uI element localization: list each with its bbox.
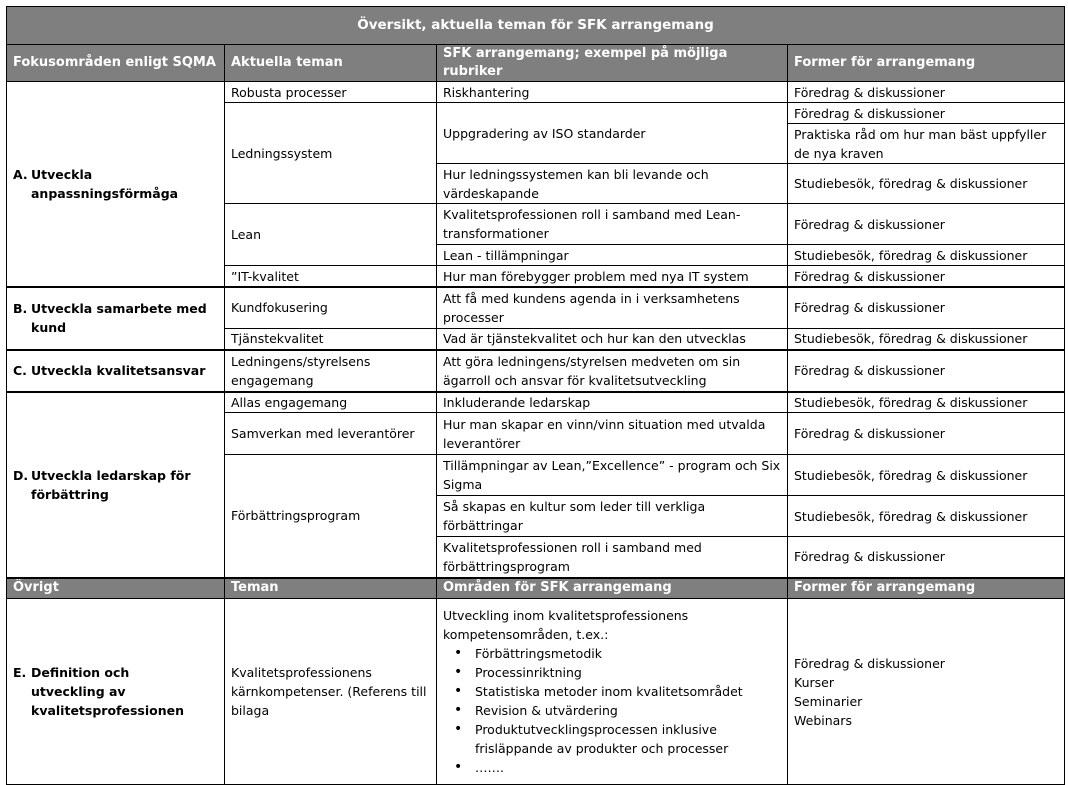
overview-table: [6, 6, 1065, 785]
form-line: Kurser: [794, 674, 834, 690]
form-cell: Föredrag & diskussioner: [788, 103, 1065, 124]
theme-text: Kvalitetsprofessionens kärnkompetenser. (Referens till bilaga: [231, 665, 427, 718]
arrangement-cell: Inkluderande ledarskap: [437, 392, 788, 413]
form-cell: Föredrag & diskussioner: [788, 204, 1065, 245]
focus-letter: C.: [13, 363, 27, 378]
list-item: • Revision & utvärdering: [475, 701, 781, 720]
theme-cell: ”IT-kvalitet: [225, 266, 437, 287]
form-cell: Studiebesök, föredrag & diskussioner: [788, 329, 1065, 350]
focus-label: Utveckla kvalitetsansvar: [31, 363, 206, 378]
form-cell: Föredrag & diskussioner: [788, 82, 1065, 103]
focus-area-c: [7, 350, 225, 392]
form-cell: Studiebesök, föredrag & diskussioner: [788, 496, 1065, 537]
competence-list: [443, 644, 781, 777]
form-cell: Föredrag & diskussioner: [788, 537, 1065, 578]
header-other: Övrigt: [7, 578, 225, 599]
form-cell: Studiebesök, föredrag & diskussioner: [788, 455, 1065, 496]
form-cell: Studiebesök, föredrag & diskussioner: [788, 245, 1065, 266]
arrangement-cell: Tillämpningar av Lean,”Excellence” - program och Six Sigma: [437, 455, 788, 496]
focus-letter: E.: [13, 665, 27, 680]
focus-letter: A.: [13, 166, 28, 182]
form-line: Seminarier: [794, 693, 863, 709]
arrangement-cell: Att få med kundens agenda in i verksamhetens processer: [437, 287, 788, 329]
arrangement-cell: Uppgradering av ISO standarder: [437, 103, 788, 164]
form-line: Föredrag & diskussioner: [794, 655, 945, 671]
header-areas: Områden för SFK arrangemang: [437, 578, 788, 599]
form-cell: Studiebesök, föredrag & diskussioner: [788, 392, 1065, 413]
arrangement-cell: Hur man skapar en vinn/vinn situation med utvalda leverantörer: [437, 413, 788, 455]
focus-label: Utveckla anpassningsförmåga: [31, 166, 179, 201]
header-forms: Former för arrangemang: [788, 45, 1065, 82]
focus-label: Utveckla ledarskap för förbättring: [31, 467, 191, 502]
theme-cell: Förbättringsprogram: [225, 455, 437, 578]
arrangement-cell: Kvalitetsprofessionen roll i samband med förbättringsprogram: [437, 537, 788, 578]
focus-label: Utveckla samarbete med kund: [31, 301, 207, 335]
header-forms-2: Former för arrangemang: [788, 578, 1065, 599]
header-themes: Aktuella teman: [225, 45, 437, 82]
arrangement-cell: Att göra ledningens/styrelsen medveten om sin ägarroll och ansvar för kvalitetsutveckling: [437, 350, 788, 392]
theme-cell: Ledningens/styrelsens engagemang: [225, 350, 437, 392]
header-focus-areas: Fokusområden enligt SQMA: [7, 45, 225, 82]
arrangement-cell: Riskhantering: [437, 82, 788, 103]
header-themes-2: Teman: [225, 578, 437, 599]
form-line: Webinars: [794, 712, 852, 728]
theme-cell: Kundfokusering: [225, 287, 437, 329]
arrangement-cell: Hur man förebygger problem med nya IT system: [437, 266, 788, 287]
focus-area-b: [7, 287, 225, 350]
focus-area-e: [7, 599, 225, 785]
arrangement-cell: Så skapas en kultur som leder till verkliga förbättringar: [437, 496, 788, 537]
form-cell: [788, 599, 1065, 785]
form-cell: Föredrag & diskussioner: [788, 413, 1065, 455]
theme-cell: Samverkan med leverantörer: [225, 413, 437, 455]
area-intro: Utveckling inom kvalitetsprofessionens kompetensområden, t.ex.:: [443, 608, 689, 642]
arrangement-cell: Kvalitetsprofessionen roll i samband med Lean-transformationer: [437, 204, 788, 245]
arrangement-cell: [437, 599, 788, 785]
table-title: Översikt, aktuella teman för SFK arrangemang: [7, 7, 1065, 45]
theme-cell: Allas engagemang: [225, 392, 437, 413]
list-item: • …….: [475, 758, 781, 777]
theme-cell: [225, 599, 437, 785]
list-item: • Processinriktning: [475, 663, 781, 682]
arrangement-cell: Lean - tillämpningar: [437, 245, 788, 266]
theme-cell: Robusta processer: [225, 82, 437, 103]
theme-cell: Lean: [225, 204, 437, 266]
theme-cell: Tjänstekvalitet: [225, 329, 437, 350]
list-item: • Produktutvecklingsprocessen inklusive frisläppande av produkter och processer: [475, 720, 755, 758]
form-cell: Praktiska råd om hur man bäst uppfyller de nya kraven: [788, 124, 1065, 164]
form-cell: Föredrag & diskussioner: [788, 287, 1065, 329]
focus-letter: B.: [13, 301, 28, 316]
focus-letter: D.: [13, 467, 29, 483]
form-cell: Studiebesök, föredrag & diskussioner: [788, 164, 1065, 204]
focus-label: Definition och utveckling av kvalitetsprofessionen: [31, 665, 184, 718]
focus-area-d: [7, 392, 225, 578]
form-cell: Föredrag & diskussioner: [788, 350, 1065, 392]
header-arrangements: SFK arrangemang; exempel på möjliga rubriker: [437, 45, 788, 82]
focus-area-a: [7, 82, 225, 287]
form-cell: Föredrag & diskussioner: [788, 266, 1065, 287]
arrangement-cell: Hur ledningssystemen kan bli levande och värdeskapande: [437, 164, 788, 204]
theme-cell: Ledningssystem: [225, 103, 437, 204]
list-item: • Statistiska metoder inom kvalitetsområdet: [475, 682, 781, 701]
list-item: • Förbättringsmetodik: [475, 644, 781, 663]
arrangement-cell: Vad är tjänstekvalitet och hur kan den utvecklas: [437, 329, 788, 350]
